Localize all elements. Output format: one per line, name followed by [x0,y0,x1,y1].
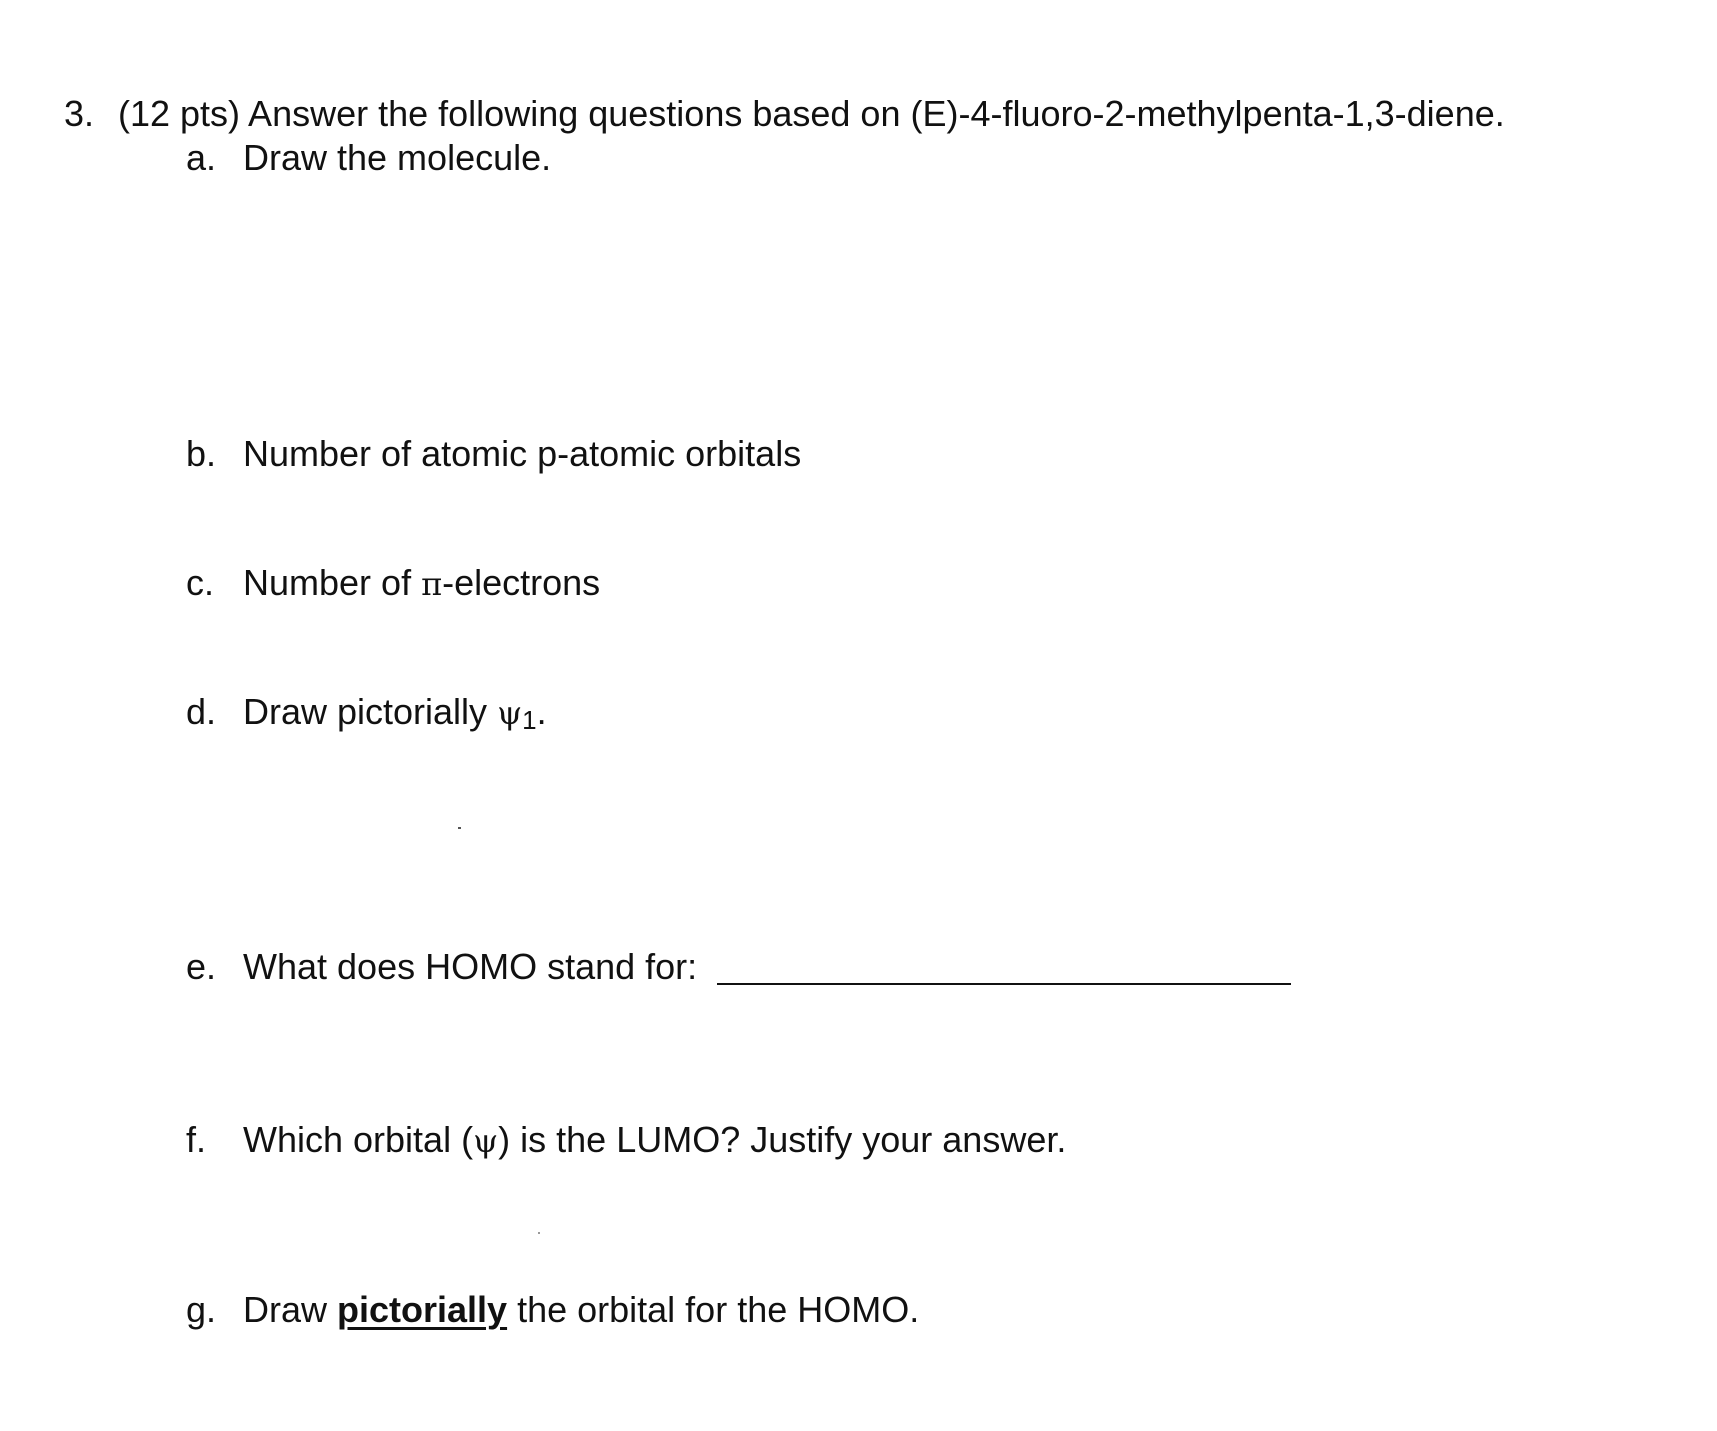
part-f-text: Which orbital (ψ) is the LUMO? Justify your answer. [243,1119,1067,1160]
part-d-label: d. [186,691,217,732]
stray-mark [458,827,461,829]
part-c-text: Number of π-electrons [243,562,601,603]
part-g-label: g. [186,1289,217,1330]
part-f-label: f. [186,1119,207,1160]
stray-mark [538,1232,540,1234]
part-a-label: a. [186,137,217,178]
emphasis-pictorially: pictorially [337,1289,508,1330]
pi-symbol: π [421,565,443,603]
part-d-text: Draw pictorially ψ1. [243,691,547,735]
question-header: (12 pts) Answer the following questions based on (E)-4-fluoro-2-methylpenta-1,3-diene. [118,93,1505,134]
question-number: 3. [64,93,95,134]
psi-symbol: ψ [473,1122,499,1160]
part-a-text: Draw the molecule. [243,137,552,178]
answer-blank-line[interactable] [717,983,1291,985]
part-b-label: b. [186,433,217,474]
part-e-text: What does HOMO stand for: [243,946,698,987]
part-e-label: e. [186,946,217,987]
psi-symbol: ψ [497,694,523,732]
part-b-text: Number of atomic p-atomic orbitals [243,433,802,474]
psi-subscript: 1 [522,705,537,735]
part-c-label: c. [186,562,215,603]
part-g-text: Draw pictorially the orbital for the HOMO. [243,1289,920,1330]
